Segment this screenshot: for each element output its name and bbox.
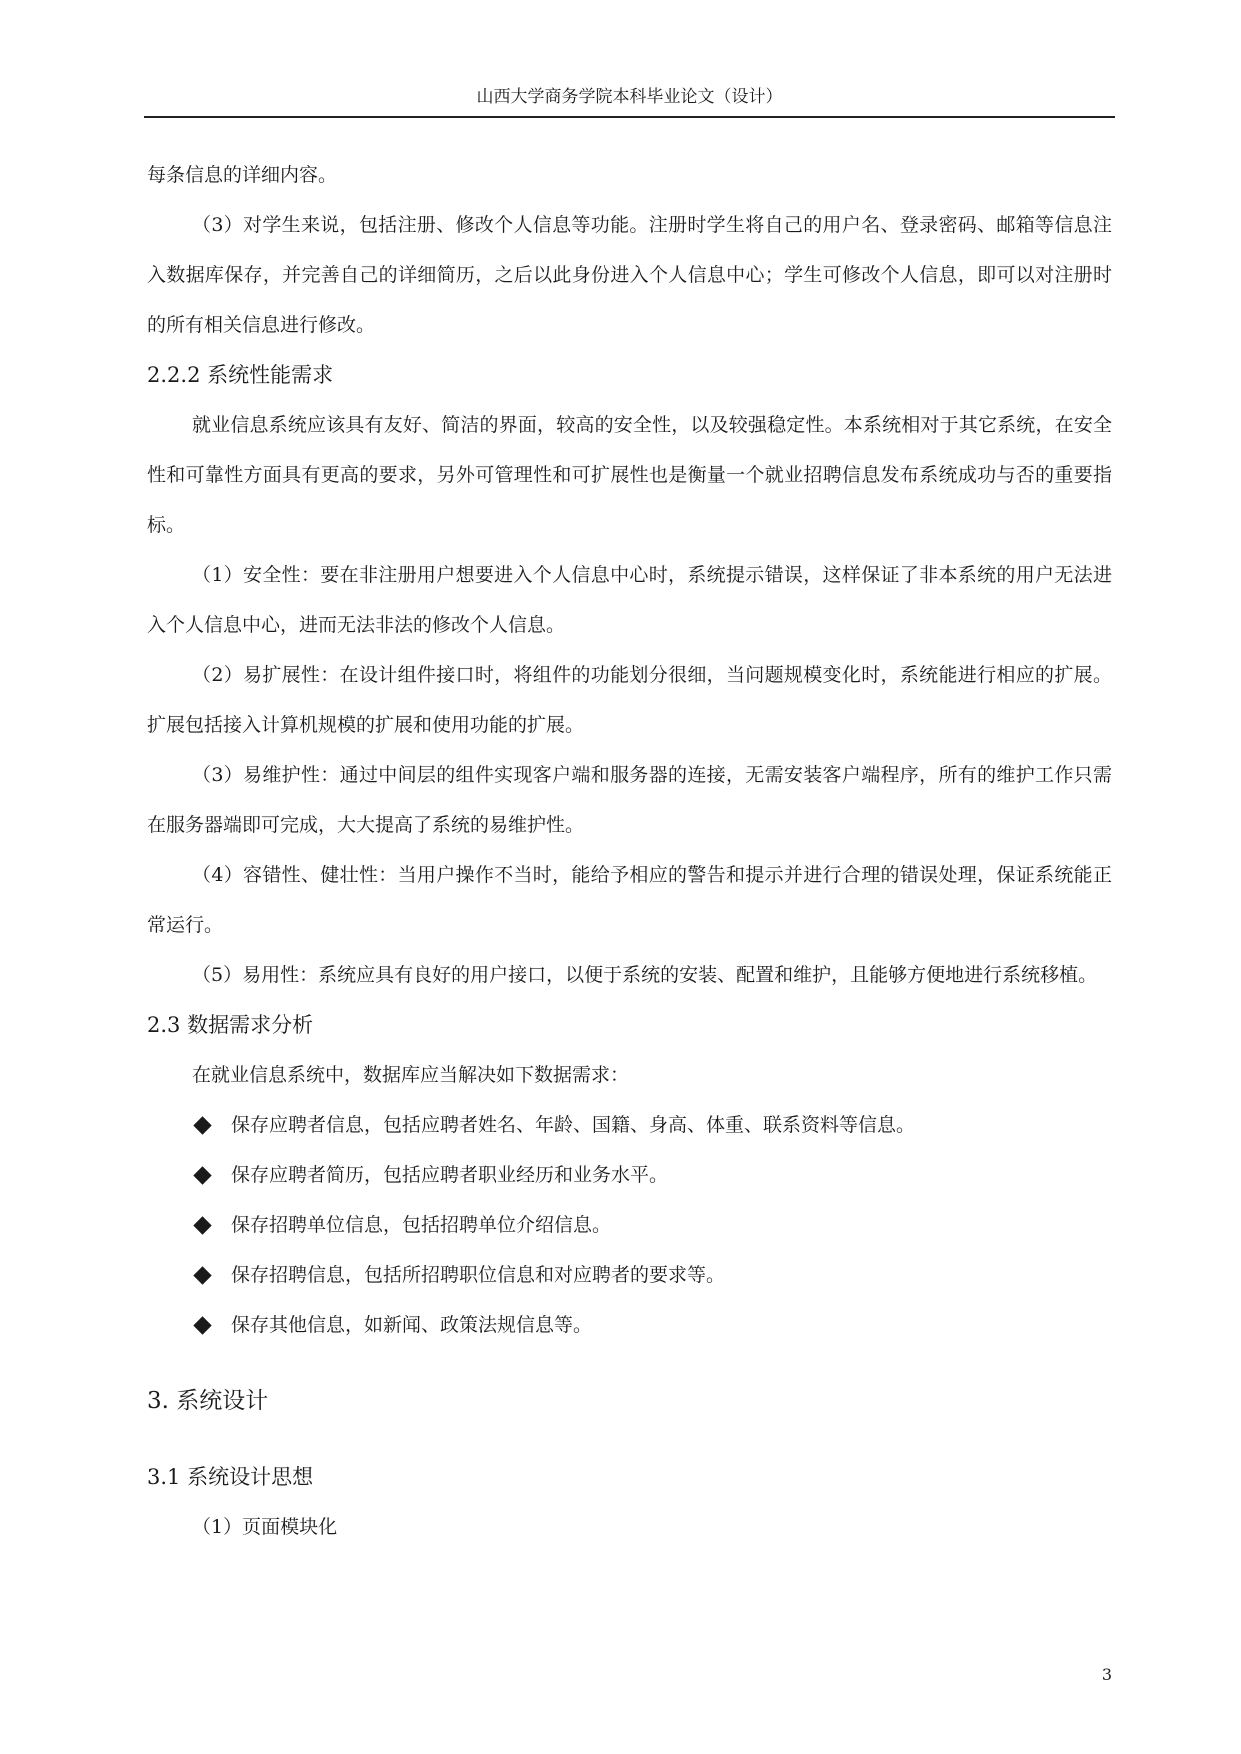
section-heading-2-2-2: 2.2.2 系统性能需求 bbox=[147, 363, 334, 387]
bullet-text: 保存招聘单位信息，包括招聘单位介绍信息。 bbox=[231, 1214, 612, 1236]
bullet-item bbox=[192, 1100, 1112, 1150]
diamond-bullet-icon bbox=[193, 1316, 211, 1334]
paragraph: （2）易扩展性：在设计组件接口时，将组件的功能划分很细，当问题规模变化时，系统能进行相应的扩展。扩展包括接入计算机规模的扩展和使用功能的扩展。 bbox=[147, 664, 1112, 736]
diamond-bullet-icon bbox=[193, 1216, 211, 1234]
bullet-text: 保存应聘者信息，包括应聘者姓名、年龄、国籍、身高、体重、联系资料等信息。 bbox=[231, 1114, 916, 1136]
paragraph: （1）页面模块化 bbox=[192, 1516, 338, 1538]
paragraph: （4）容错性、健壮性：当用户操作不当时，能给予相应的警告和提示并进行合理的错误处理，保证系统能正常运行。 bbox=[147, 864, 1112, 936]
bullet-text: 保存应聘者简历，包括应聘者职业经历和业务水平。 bbox=[231, 1164, 669, 1186]
paragraph: （3）易维护性：通过中间层的组件实现客户端和服务器的连接，无需安装客户端程序，所有的维护工作只需在服务器端即可完成，大大提高了系统的易维护性。 bbox=[147, 764, 1112, 836]
diamond-bullet-icon bbox=[193, 1116, 211, 1134]
header-title: 山西大学商务学院本科毕业论文（设计） bbox=[476, 87, 783, 107]
bullet-text: 保存其他信息，如新闻、政策法规信息等。 bbox=[231, 1314, 593, 1336]
diamond-bullet-icon bbox=[193, 1266, 211, 1284]
bullet-item bbox=[192, 1150, 1112, 1200]
diamond-bullet-icon bbox=[193, 1166, 211, 1184]
page-header bbox=[144, 86, 1115, 118]
paragraph: （1）安全性：要在非注册用户想要进入个人信息中心时，系统提示错误，这样保证了非本系统的用户无法进入个人信息中心，进而无法非法的修改个人信息。 bbox=[147, 564, 1112, 636]
page-number: 3 bbox=[1101, 1665, 1112, 1684]
section-heading-3-1: 3.1 系统设计思想 bbox=[147, 1465, 314, 1489]
paragraph: 每条信息的详细内容。 bbox=[147, 164, 338, 186]
document-body bbox=[147, 150, 1112, 1552]
bullet-item bbox=[192, 1200, 1112, 1250]
bullet-item bbox=[192, 1250, 1112, 1300]
paragraph: （3）对学生来说，包括注册、修改个人信息等功能。注册时学生将自己的用户名、登录密码、邮箱等信息注入数据库保存，并完善自己的详细简历，之后以此身份进入个人信息中心；学生可修改个人信息，即可以对注册时的所有相关信息进行修改。 bbox=[147, 214, 1112, 336]
bullet-item bbox=[192, 1300, 1112, 1350]
bullet-text: 保存招聘信息，包括所招聘职位信息和对应聘者的要求等。 bbox=[231, 1264, 726, 1286]
chapter-heading-3: 3. 系统设计 bbox=[147, 1388, 269, 1414]
paragraph: （5）易用性：系统应具有良好的用户接口，以便于系统的安装、配置和维护，且能够方便地进行系统移植。 bbox=[192, 964, 1098, 986]
paragraph: 就业信息系统应该具有友好、简洁的界面，较高的安全性，以及较强稳定性。本系统相对于其它系统，在安全性和可靠性方面具有更高的要求，另外可管理性和可扩展性也是衡量一个就业招聘信息发布系统成功与否的重要指标。 bbox=[147, 414, 1112, 536]
paragraph: 在就业信息系统中，数据库应当解决如下数据需求： bbox=[192, 1064, 630, 1086]
section-heading-2-3: 2.3 数据需求分析 bbox=[147, 1013, 314, 1037]
